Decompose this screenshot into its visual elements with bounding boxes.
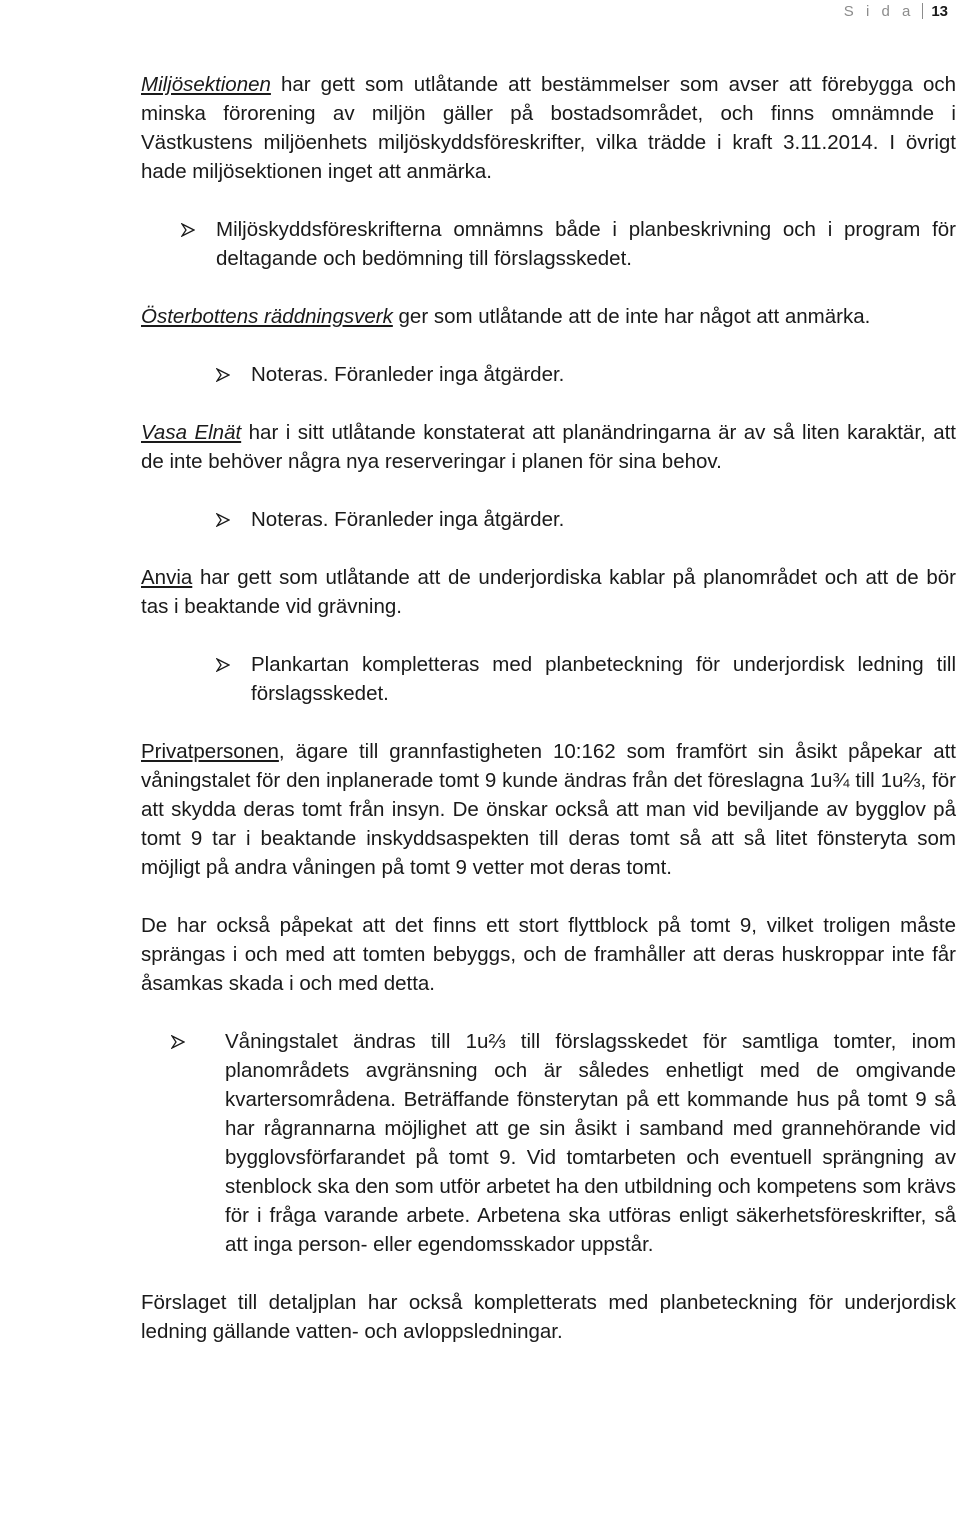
bullet-item	[141, 505, 956, 534]
org-name: Anvia	[141, 566, 193, 589]
org-name: Miljösektionen	[141, 73, 271, 96]
paragraph-flyttblock: De har också påpekat att det finns ett stort flyttblock på tomt 9, vilket troligen måste sprängas i och med att tomten bebyggs, och de framhåller att deras huskroppar inte får åsamkas skada i och med detta.	[141, 914, 956, 995]
paragraph-miljosektionen	[141, 70, 956, 186]
bullet-text: Plankartan kompletteras med planbeteckning för underjordisk ledning till förslagsskedet.	[251, 653, 956, 705]
org-name: Österbottens räddningsverk	[141, 305, 393, 328]
paragraph-raddningsverk	[141, 302, 956, 331]
page-number: 13	[931, 2, 948, 20]
arrow-bullet-icon	[216, 360, 230, 389]
org-name: Vasa Elnät	[141, 421, 242, 444]
paragraph-text: ger som utlåtande att de inte har något att anmärka.	[392, 305, 871, 328]
paragraph-forslaget: Förslaget till detaljplan har också kompletterats med planbeteckning för underjordisk ledning gällande vatten- och avloppsledningar.	[141, 1291, 956, 1343]
paragraph-text: har gett som utlåtande att bestämmelser som avser att förebygga och minska förorening av miljön gäller på bostadsområdet, och finns omnämnde i Västkustens miljöenhets miljöskyddsföreskrifter, vilka trädde i kraft 3.11.2014. I övrigt hade miljösektionen inget att anmärka.	[141, 73, 956, 183]
paragraph-text: har gett som utlåtande att de underjordiska kablar på planområdet och att de bör tas i beaktande vid grävning.	[141, 566, 956, 618]
paragraph-text: , ägare till grannfastigheten 10:162 som framfört sin åsikt påpekar att våningstalet för den inplanerade tomt 9 kunde ändras från det föreslagna 1u¾ till 1u⅔, för att skydda deras tomt från insyn. De önskar också att man vid beviljande av bygglov på tomt 9 tar i beaktande inskyddsaspekten till deras tomt så att så litet fönsteryta som möjligt på andra våningen på tomt 9 vetter mot deras tomt.	[141, 740, 956, 879]
bullet-text: Noteras. Föranleder inga åtgärder.	[251, 363, 565, 386]
paragraph-privatpersonen	[141, 737, 956, 882]
org-name: Privatpersonen	[141, 740, 279, 763]
bullet-text: Våningstalet ändras till 1u⅔ till förslagsskedet för samtliga tomter, inom planområdets avgränsning och är således enhetligt med de omgivande kvartersområdena. Beträffande fönsterytan på ett kommande hus på tomt 9 så har rågrannarna möjlighet att ge sin åsikt i samband med grannehörande vid bygglovsförfarandet på tomt 9. Vid tomtarbeten och eventuell sprängning av stenblock ska den som utför arbetet ha den utbildning och kompetens som krävs för i fråga varande arbete. Arbetena ska utföras enligt säkerhetsföreskrifter, så att inga person- eller egendomsskador uppstår.	[225, 1030, 956, 1256]
bullet-item	[141, 1027, 956, 1259]
arrow-bullet-icon	[216, 650, 230, 679]
page-header	[844, 0, 960, 22]
arrow-bullet-icon	[171, 1027, 185, 1056]
header-divider	[922, 3, 923, 19]
arrow-bullet-icon	[216, 505, 230, 534]
paragraph-anvia	[141, 563, 956, 621]
page-label: S i d a	[843, 2, 915, 20]
bullet-item	[141, 360, 956, 389]
paragraph-vasa-elnat	[141, 418, 956, 476]
bullet-item	[141, 215, 956, 273]
paragraph-text: har i sitt utlåtande konstaterat att planändringarna är av så liten karaktär, att de inte behöver några nya reserveringar i planen för sina behov.	[141, 421, 956, 473]
document-body	[141, 70, 956, 1375]
bullet-item	[141, 650, 956, 708]
arrow-bullet-icon	[181, 215, 195, 244]
bullet-text: Noteras. Föranleder inga åtgärder.	[251, 508, 565, 531]
bullet-text: Miljöskyddsföreskrifterna omnämns både i planbeskrivning och i program för deltagande och bedömning till förslagsskedet.	[216, 218, 956, 270]
